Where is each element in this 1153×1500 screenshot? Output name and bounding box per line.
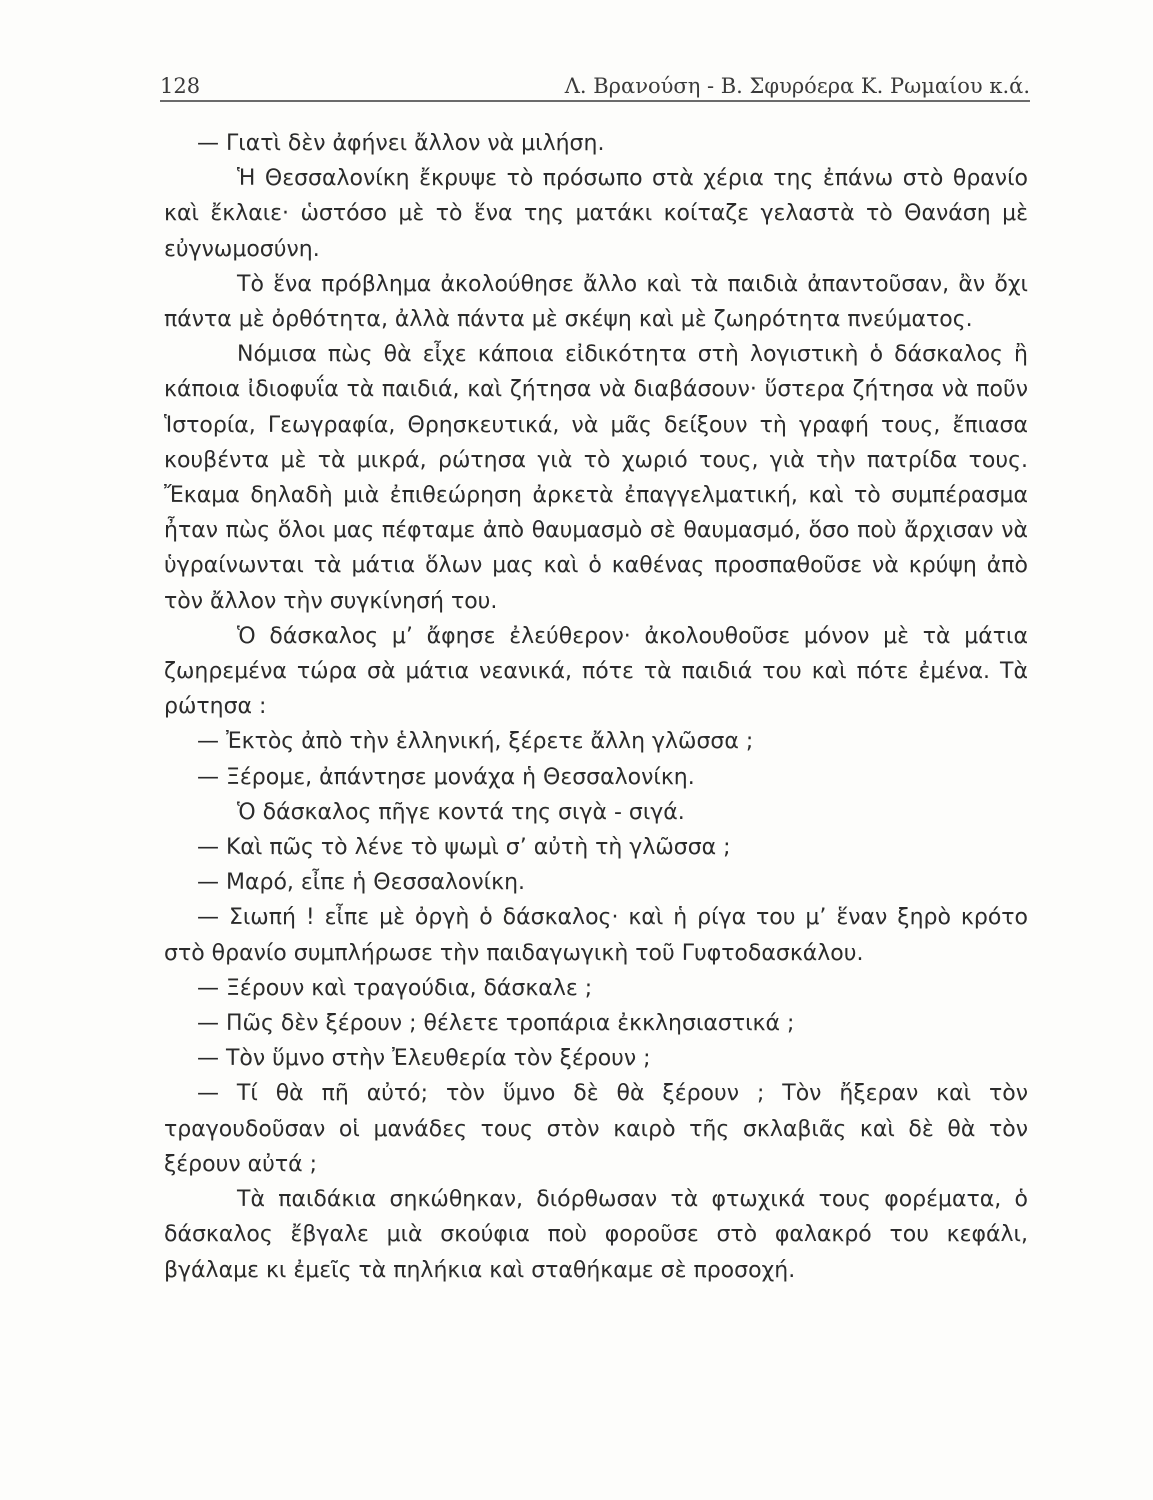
dialogue-line: — Ἐκτὸς ἀπὸ τὴν ἑλληνική, ξέρετε ἄλλη γλῶσσα ; — [197, 729, 754, 755]
dialogue-line: — Μαρό, εἶπε ἡ Θεσσαλονίκη. — [197, 870, 526, 896]
dialogue-line: — Ξέρομε, ἀπάντησε μονάχα ἡ Θεσσαλονίκη. — [197, 764, 695, 790]
running-title: Λ. Βρανούση - Β. Σφυρόερα Κ. Ρωμαίου κ.ά. — [564, 74, 1030, 98]
page-number: 128 — [160, 74, 201, 98]
dialogue-line: — Σιωπή ! εἶπε μὲ ὀργὴ ὁ δάσκαλος· καὶ ἡ ρίγα του μ’ ἕναν ξηρὸ κρότο στὸ θρανίο συμπλήρωσε τὴν παιδαγωγικὴ τοῦ Γυφτοδασκάλου. — [164, 905, 1028, 966]
paragraph: Ὁ δάσκαλος μ’ ἄφησε ἐλεύθερον· ἀκολουθοῦσε μόνον μὲ τὰ μάτια ζωηρεμένα τώρα σὰ μάτια νεανικά, πότε τὰ παιδιά του καὶ πότε ἐμένα. Τὰ ρώτησα : — [164, 623, 1028, 720]
dialogue-line: — Ξέρουν καὶ τραγούδια, δάσκαλε ; — [197, 975, 593, 1001]
paragraph: Ἡ Θεσσαλονίκη ἔκρυψε τὸ πρόσωπο στὰ χέρια της ἐπάνω στὸ θρανίο καὶ ἔκλαιε· ὡστόσο μὲ τὸ ἕνα της ματάκι κοίταζε γελαστὰ τὸ Θανάση μὲ εὐγνωμοσύνη. — [164, 166, 1028, 262]
paragraph: — Γιατὶ δὲν ἀφήνει ἄλλον νὰ μιλήση. — [197, 131, 605, 156]
paragraph: Τὸ ἕνα πρόβλημα ἀκολούθησε ἄλλο καὶ τὰ παιδιὰ ἀπαντοῦσαν, ἂν ὄχι πάντα μὲ ὀρθότητα, ἀλλὰ πάντα μὲ σκέψη καὶ μὲ ζωηρότητα πνεύματος. — [164, 271, 1028, 333]
body-text — [164, 126, 1028, 1288]
running-header — [160, 64, 1030, 98]
dialogue-line: — Τί θὰ πῆ αὐτό; τὸν ὕμνο δὲ θὰ ξέρουν ; Τὸν ἤξεραν καὶ τὸν τραγουδοῦσαν οἱ μανάδες τους στὸν καιρὸ τῆς σκλαβιᾶς καὶ δὲ θὰ τὸν ξέρουν αὐτά ; — [164, 1081, 1028, 1177]
paragraph: Ὁ δάσκαλος πῆγε κοντά της σιγὰ - σιγά. — [237, 799, 685, 825]
paragraph: Νόμισα πὼς θὰ εἶχε κάποια εἰδικότητα στὴ λογιστικὴ ὁ δάσκαλος ἢ κάποια ἰδιοφυΐα τὰ παιδιά, καὶ ζήτησα νὰ διαβάσουν· ὕστερα ζήτησα νὰ ποῦν Ἱστορία, Γεωγραφία, Θρησκευτικά, νὰ μᾶς δείξουν τὴ γραφή τους, ἔπιασα κουβέντα μὲ τὰ μικρά, ρώτησα γιὰ τὸ χωριό τους, γιὰ τὴν πατρίδα τους. Ἔκαμα δηλαδὴ μιὰ ἐπιθεώρηση ἀρκετὰ ἐπαγγελματική, καὶ τὸ συμπέρασμα ἦταν πὼς ὅλοι μας πέφταμε ἀπὸ θαυμασμὸ σὲ θαυμασμό, ὅσο ποὺ ἄρχισαν νὰ ὑγραίνωνται τὰ μάτια ὅλων μας καὶ ὁ καθένας προσπαθοῦσε νὰ κρύψη ἀπὸ τὸν ἄλλον τὴν συγκίνησή του. — [164, 342, 1028, 614]
dialogue-line: — Τὸν ὕμνο στὴν Ἐλευθερία τὸν ξέρουν ; — [197, 1046, 651, 1072]
dialogue-line: — Πῶς δὲν ξέρουν ; θέλετε τροπάρια ἐκκλησιαστικά ; — [197, 1011, 795, 1037]
header-rule — [160, 100, 1030, 102]
dialogue-line: — Καὶ πῶς τὸ λένε τὸ ψωμὶ σ’ αὐτὴ τὴ γλῶσσα ; — [197, 835, 731, 861]
paragraph: Τὰ παιδάκια σηκώθηκαν, διόρθωσαν τὰ φτωχικά τους φορέματα, ὁ δάσκαλος ἔβγαλε μιὰ σκούφια ποὺ φοροῦσε στὸ φαλακρό του κεφάλι, βγάλαμε κι ἐμεῖς τὰ πηλήκια καὶ σταθήκαμε σὲ προσοχή. — [164, 1187, 1028, 1283]
